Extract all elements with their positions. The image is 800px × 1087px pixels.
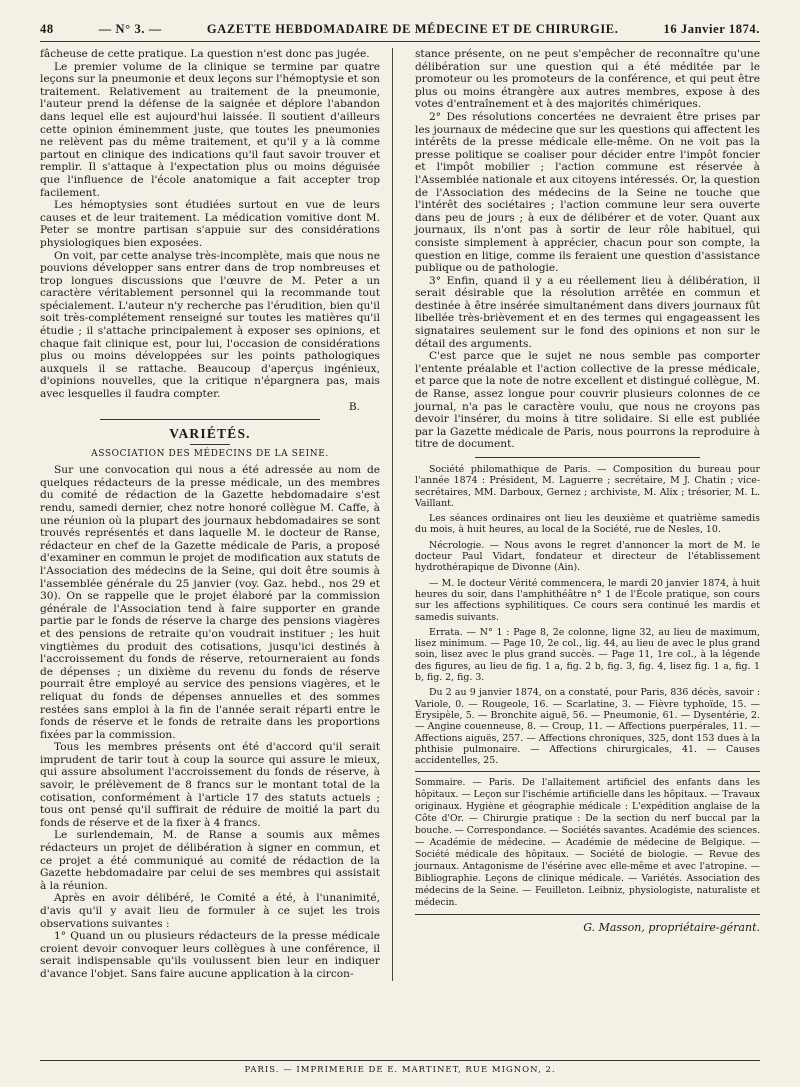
printer-footer: PARIS. — IMPRIMERIE DE E. MARTINET, RUE MIGNON, 2. <box>40 1060 760 1075</box>
notice: — M. le docteur Vérité commencera, le mardi 20 janvier 1874, à huit heures du soir, dans l'amphithéâtre n° 1 de l'École pratique, son cours sur les affections syphilitiques. Ce cours sera continué les mardis et samedis suivants. <box>415 577 760 623</box>
paragraph: Sur une convocation qui nous a été adressée au nom de quelques rédacteurs de la presse médicale, un des membres du comité de rédaction de la Gazette hebdomadaire s'est rendu, samedi dernier, chez notre honoré collègue M. Caffe, à une réunion où la plupart des journaux hebdomadaires se sont trouvés représentés et dans laquelle M. le docteur de Ranse, rédacteur en chef de la Gazette médicale de Paris, a proposé d'examiner en commun le projet de modification aux statuts de l'Association des médecins de la Seine, qui doit être soumis à l'assemblée générale du 25 janvier (voy. Gaz. hebd., nos 29 et 30). On se rappelle que le projet élaboré par la commission générale de l'Association tend à faire supporter en grande partie par le fonds de réserve la charge des pensions viagères et des pensions de retraite qu'on voudrait instituer ; les huit vingtièmes du produit des cotisations, jusqu'ici destinés à l'accroissement du fonds de réserve, retourneraient au fonds de dépenses ; un dixième du revenu du fonds de réserve pourrait être employé au service des pensions viagères, et le reliquat du fonds de dépenses annuelles et des sommes restées sans emploi à la fin de l'année serait réparti entre le fonds de réserve et le fonds de retraite dans les proportions fixées par la commission. <box>40 464 380 741</box>
paragraph: 3° Enfin, quand il y a eu réellement lieu à délibération, il serait désirable que la résolution arrêtée en commun et destinée à être insérée simultanément dans divers journaux fût libellée très-brièvement et en des termes qui engageassent les signataires seulement sur le fond des opinions et non sur le détail des arguments. <box>415 274 760 350</box>
article-subhead: ASSOCIATION DES MÉDECINS DE LA SEINE. <box>91 449 329 460</box>
news-notices <box>415 464 760 766</box>
divider <box>415 771 760 772</box>
section-title: VARIÉTÉS. <box>169 426 251 442</box>
page-header <box>40 22 760 42</box>
paragraph: Tous les membres présents ont été d'accord qu'il serait imprudent de tarir tout à coup la source qui assure le mieux, qui assure absolument l'accroissement du fonds de réserve, à savoir, le prélèvement de 8 francs sur le montant total de la cotisation, conformément à l'article 17 des statuts actuels ; tous ont pensé qu'il suffirait de réduire de moitié la part du fonds de réserve et de la fixer à 4 francs. <box>40 741 380 829</box>
signature-line <box>40 401 380 414</box>
author-signature: B. <box>348 400 360 413</box>
issue-date: 16 Janvier 1874. <box>663 22 760 36</box>
paragraph: stance présente, on ne peut s'empêcher de reconnaître qu'une délibération sur une question qui a été méditée par le promoteur ou les promoteurs de la conférence, et qui peut être plus ou moins étrangère aux autres membres, expose à des votes d'entraînement et à des majorités chimériques. <box>415 48 760 111</box>
notice: Errata. — N° 1 : Page 8, 2e colonne, ligne 32, au lieu de maximum, lisez minimum. — Page 10, 2e col., lig. 44, au lieu de avec le plus grand soin, lisez avec le plus grand succès. — Page 11, 1re col., à la légende des figures, au lieu de fig. 1 a, fig. 2 b, fig. 3, fig. 4, lisez fig. 1 a, fig. 1 b, fig. 2, fig. 3. <box>415 626 760 684</box>
paragraph: Après en avoir délibéré, le Comité a été, à l'unanimité, d'avis qu'il y avait lieu de formuler à ce sujet les trois observations suivantes : <box>40 892 380 930</box>
divider <box>100 419 320 420</box>
notice: Les séances ordinaires ont lieu les deuxième et quatrième samedis du mois, à huit heures, au local de la Société, rue de Nesles, 10. <box>415 513 760 536</box>
publisher-credit: G. Masson, propriétaire-gérant. <box>583 921 760 935</box>
divider <box>190 444 230 445</box>
table-of-contents: Sommaire. — Paris. De l'allaitement artificiel des enfants dans les hôpitaux. — Leçon sur l'ischémie artificielle dans les hôpitaux. — Travaux originaux. Hygiène et géographie médicale : L'expédition anglaise de la Côte d'Or. — Chirurgie pratique : De la section du nerf buccal par la bouche. — Correspondance. — Sociétés savantes. Académie des sciences. — Académie de médecine. — Académie de médecine de Belgique. — Société médicale des hôpitaux. — Société de biologie. — Revue des journaux. Antagonisme de l'ésérine avec elle-même et avec l'atropine. — Bibliographie. Leçons de clinique médicale. — Variétés. Association des médecins de la Seine. — Feuilleton. Leibniz, physiologiste, naturaliste et médecin. <box>415 777 760 909</box>
paragraph: On voit, par cette analyse très-incomplète, mais que nous ne pouvions développer sans entrer dans de trop nombreuses et trop longues discussions que l'œuvre de M. Peter a un caractère véritablement personnel qui la recommande tout spécialement. L'auteur n'y recherche pas l'érudition, bien qu'il soit très-complétement renseigné sur toutes les matières qu'il étudie ; il s'attache principalement à exposer ses opinions, et chaque fait clinique est, pour lui, l'occasion de considérations plus ou moins développées sur les points pathologiques auxquels il se rattache. Beaucoup d'aperçus ingénieux, d'opinions nouvelles, que la critique n'épargnera pas, mais avec lesquelles il faudra compter. <box>40 249 380 401</box>
paragraph: C'est parce que le sujet ne nous semble pas comporter l'entente préalable et l'action collective de la presse médicale, et parce que la note de notre excellent et distingué collègue, M. de Ranse, assez longue pour couvrir plusieurs colonnes de ce journal, n'a pas le caractère voulu, que nous ne croyons pas devoir l'insérer, du moins à titre solidaire. Si elle est publiée par la Gazette médicale de Paris, nous pourrons la reproduire à titre de document. <box>415 350 760 451</box>
paragraph: Le surlendemain, M. de Ranse a soumis aux mêmes rédacteurs un projet de délibération à signer en commun, et ce projet a été communiqué au comité de rédaction de la Gazette hebdomadaire par celui de ses membres qui assistait à la réunion. <box>40 829 380 892</box>
paragraph: Le premier volume de la clinique se termine par quatre leçons sur la pneumonie et deux leçons sur l'hémoptysie et son traitement. Relativement au traitement de la pneumonie, l'auteur prend la défense de la saignée et déplore l'abandon dans lequel elle est aujourd'hui laissée. Il soutient d'ailleurs cette opinion éminemment juste, que toutes les pneumonies ne relèvent pas du même traitement, et qu'il y a là comme partout en clinique des indications qu'il faut savoir trouver et remplir. Il s'attaque à l'expectation plus ou moins déguisée que l'influence de l'école anatomique a fait accepter trop facilement. <box>40 60 380 199</box>
page-number: 48 <box>40 22 54 36</box>
paragraph: 2° Des résolutions concertées ne devraient être prises par les journaux de médecine que sur les questions qui affectent les intérêts de la presse médicale elle-même. On ne voit pas la presse politique se coaliser pour décider entre l'impôt foncier et l'impôt mobilier ; l'action commune est réservée à l'Assemblée nationale et aux citoyens intéressés. Or, la question de l'Association des médecins de la Seine ne touche que l'intérêt des sociétaires ; l'action commune leur sera ouverte dans peu de jours ; à eux de délibérer et de voter. Quant aux journaux, ils n'ont pas à sortir de leur rôle habituel, qui consiste simplement à apprécier, chacun pour son compte, la question en litige, comme ils feraient une question d'assistance publique ou de pathologie. <box>415 110 760 275</box>
divider <box>475 457 700 458</box>
notice: Société philomathique de Paris. — Composition du bureau pour l'année 1874 : Président, M. Laguerre ; secrétaire, M J. Chatin ; vice-secrétaires, MM. Darboux, Gernez ; archiviste, M. Alix ; trésorier, M. L. Vaillant. <box>415 464 760 509</box>
divider <box>415 914 760 915</box>
paragraph: Les hémoptysies sont étudiées surtout en vue de leurs causes et de leur traitement. La médication vomitive dont M. Peter se montre partisan s'appuie sur des considérations physiologiques bien exposées. <box>40 199 380 249</box>
notice: Nécrologie. — Nous avons le regret d'annoncer la mort de M. le docteur Paul Vidart, fondateur et directeur de l'établissement hydrothérapique de Divonne (Ain). <box>415 539 760 574</box>
paragraph: fâcheuse de cette pratique. La question n'est donc pas jugée. <box>40 48 370 60</box>
issue-number: — N° 3. — <box>98 22 162 36</box>
paragraph: 1° Quand un ou plusieurs rédacteurs de la presse médicale croient devoir convoquer leurs collègues à une conférence, il serait indispensable qu'ils voulussent bien leur en indiquer d'avance l'objet. Sans faire aucune application à la circon- <box>40 930 380 980</box>
right-column <box>415 48 760 981</box>
left-column <box>40 48 393 981</box>
journal-title: GAZETTE HEBDOMADAIRE DE MÉDECINE ET DE CHIRURGIE. <box>206 22 619 36</box>
notice: Du 2 au 9 janvier 1874, on a constaté, pour Paris, 836 décès, savoir : Variole, 0. — Rougeole, 16. — Scarlatine, 3. — Fièvre typhoïde, 15. — Érysipèle, 5. — Bronchite aiguë, 56. — Pneumonie, 61. — Dysentérie, 2. — Angine couenneuse, 8. — Croup, 11. — Affections puerpérales, 11. — Affections aiguës, 257. — Affections chroniques, 325, dont 153 dues à la phthisie pulmonaire. — Affections chirurgicales, 41. — Causes accidentelles, 25. <box>415 687 760 767</box>
